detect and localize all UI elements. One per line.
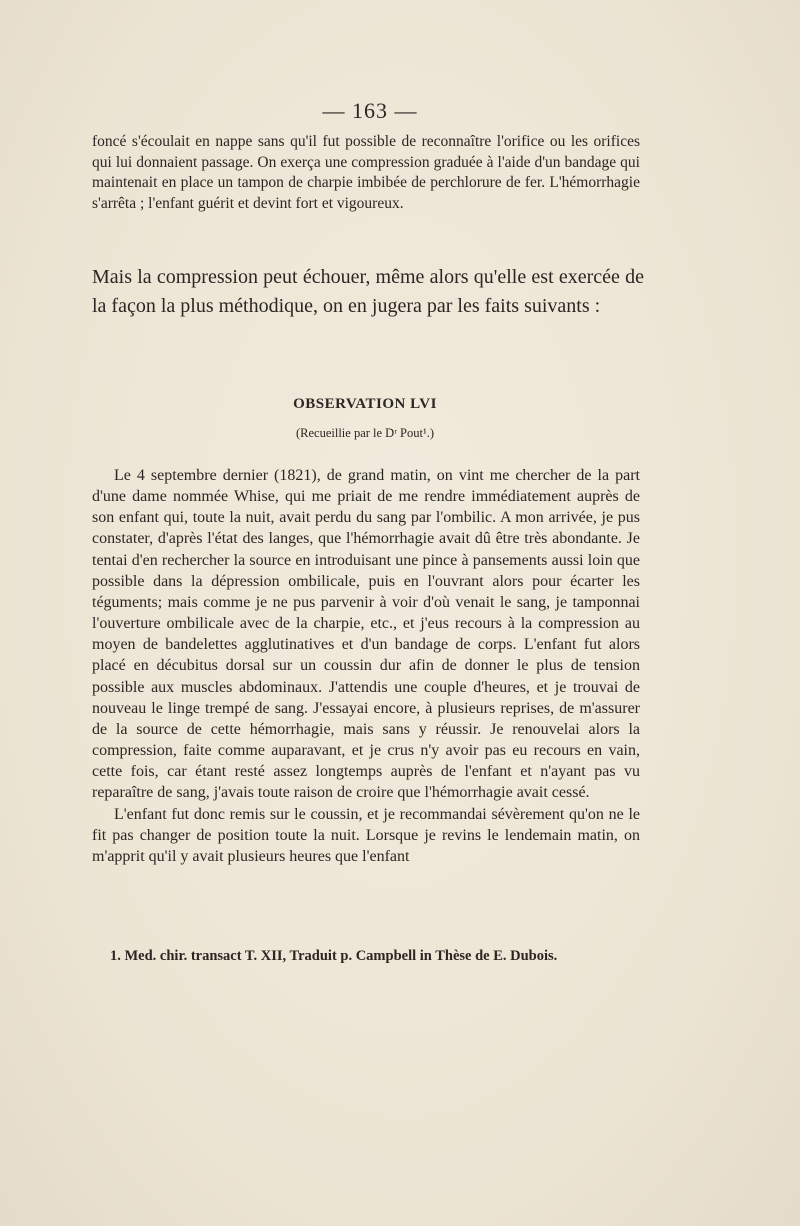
- page-number: — 163 —: [322, 98, 418, 123]
- body-paragraph: Le 4 septembre dernier (1821), de grand matin, on vint me chercher de la part d'une dame nommée Whise, qui me priait de me rendre immédiatement auprès de son enfant qui, toute la nuit, avait perdu du sang par l'ombilic. A mon arrivée, je pus constater, d'après l'état des langes, que l'hémorrhagie avait dû être très abondante. Je tentai d'en rechercher la source en introduisant une pince à pansements aussi loin que possible dans la dépression ombilicale, puis en l'ouvrant alors pour écarter les téguments; mais comme je ne pus parvenir à voir d'où venait le sang, je tamponnai l'ouverture ombilicale avec de la charpie, etc., et j'eus recours à la compression au moyen de bandelettes agglutinatives et d'un bandage de corps. L'enfant fut alors placé en décubitus dorsal sur un coussin dur afin de donner le plus de tension possible aux muscles abdominaux. J'attendis une couple d'heures, et je trouvai de nouveau le linge trempé de sang. J'essayai encore, à plusieurs reprises, de m'assurer de la source de cette hémorrhagie, mais sans y réussir. Je renouvelai alors la compression, faite comme auparavant, et je crus n'y avoir pas eu recours en vain, cette fois, car étant resté assez longtemps auprès de l'enfant et n'ayant pas vu reparaître de sang, j'avais toute raison de croire que l'hémorrhagie avait cessé.: [92, 467, 640, 802]
- body-paragraph: L'enfant fut donc remis sur le coussin, et je recommandai sévèrement qu'on ne le fit pas changer de position toute la nuit. Lorsque je revins le lendemain matin, on m'apprit qu'il y avait plusieurs heures que l'enfant: [92, 805, 640, 865]
- observation-body: [92, 465, 640, 867]
- paragraph-intro-large: Mais la compression peut échouer, même alors qu'elle est exercée de la façon la plus méthodique, on en jugera par les faits suivants :: [92, 266, 644, 317]
- observation-subheading: (Recueillie par le Dʳ Pout¹.): [295, 426, 435, 440]
- paragraph-continuation: foncé s'écoulait en nappe sans qu'il fut possible de reconnaître l'orifice ou les orifices qui lui donnaient passage. On exerça une compression graduée à l'aide d'un bandage qui maintenait en place un tampon de charpie imbibée de perchlorure de fer. L'hémorrhagie s'arrêta ; l'enfant guérit et devint fort et vigoureux.: [92, 133, 640, 212]
- footnote: 1. Med. chir. transact T. XII, Traduit p. Campbell in Thèse de E. Dubois.: [110, 948, 558, 964]
- observation-heading: OBSERVATION LVI: [293, 396, 437, 412]
